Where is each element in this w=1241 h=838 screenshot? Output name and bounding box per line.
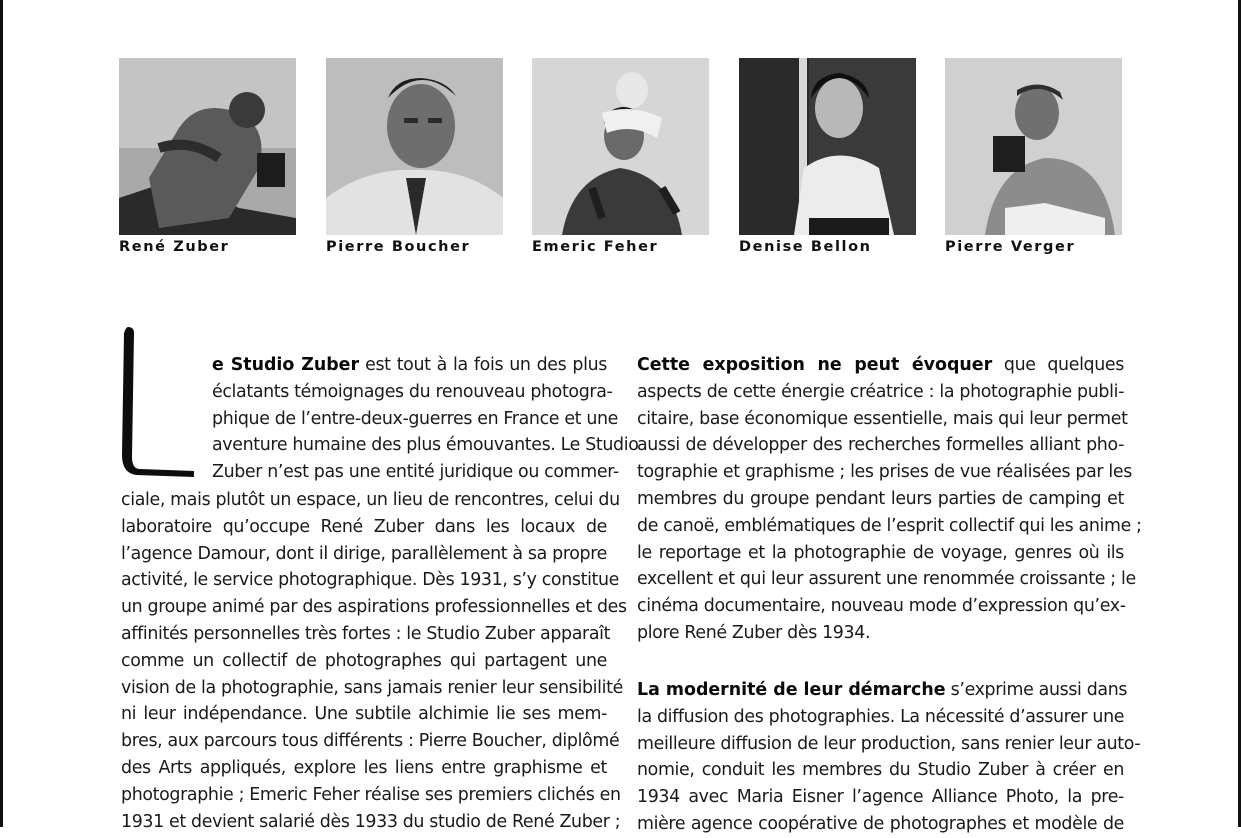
body-line: ciale, mais plutôt un espace, un lieu de rencontres, celui du [121, 490, 620, 510]
body-line: aussi de développer des recherches formelles alliant pho- [637, 435, 1124, 456]
lead-bold: e Studio Zuber [212, 355, 360, 375]
body-line: ni leur indépendance. Une subtile alchimie lie ses mem- [121, 704, 607, 725]
photo-pierre-verger [945, 58, 1122, 235]
portrait-rene-zuber [119, 58, 296, 255]
body-line: excellent et qui leur assurent une renommée croissante ; le [637, 569, 1136, 590]
right-column-paragraph-2 [637, 677, 1141, 838]
body-line: que quelques [992, 355, 1124, 375]
body-line: photographie ; Emeric Feher réalise ses premiers clichés en [121, 784, 621, 805]
body-line: cinéma documentaire, nouveau mode d’expression qu’ex- [637, 596, 1126, 617]
photo-emeric-feher [532, 58, 709, 235]
intro-line: phique de l’entre-deux-guerres en France et une [212, 408, 619, 429]
body-line: activité, le service photographique. Dès 1931, s’y constitue [121, 570, 620, 591]
intro-line: Zuber n’est pas une entité juridique ou commer- [212, 462, 619, 483]
body-line: aspects de cette énergie créatrice : la photographie publi- [637, 381, 1124, 402]
intro-line: est tout à la fois un des plus [359, 355, 607, 375]
body-line: membres du groupe pendant leurs parties de camping et [637, 488, 1124, 509]
page-edge-left [0, 0, 3, 827]
intro-line: aventure humaine des plus émouvantes. Le Studio [212, 435, 639, 456]
body-line: tographie et graphisme ; les prises de vue réalisées par les [637, 462, 1132, 483]
body-line: 1931 et devient salarié dès 1933 du studio de René Zuber ; [121, 811, 621, 832]
right-column-paragraph-1 [637, 352, 1142, 647]
body-line: comme un collectif de photographes qui partagent une [121, 650, 607, 671]
caption-denise-bellon: Denise Bellon [739, 239, 872, 255]
body-line: bres, aux parcours tous différents : Pierre Boucher, diplômé [121, 731, 620, 752]
dropcap-letter [118, 325, 196, 481]
body-line: mière agence coopérative de photographes et modèle de [637, 813, 1124, 834]
body-line: 1934 avec Maria Eisner l’agence Alliance Photo, la pre- [637, 787, 1124, 808]
caption-pierre-boucher: Pierre Boucher [326, 239, 471, 255]
portrait-denise-bellon [739, 58, 916, 255]
caption-rene-zuber: René Zuber [119, 239, 230, 255]
paragraph-1-bold: Cette exposition ne peut évoquer [637, 355, 993, 375]
body-line: citaire, base économique essentielle, mais qui leur permet [637, 408, 1128, 429]
body-line: de canoë, emblématiques de l’esprit collectif qui les anime ; [637, 515, 1142, 536]
body-line: l’agence Damour, dont il dirige, parallèlement à sa propre [121, 543, 607, 564]
body-line: vision de la photographie, sans jamais renier leur sensibilité [121, 677, 623, 698]
body-line: plore René Zuber dès 1934. [637, 622, 871, 643]
body-line: un groupe animé par des aspirations professionnelles et des [121, 597, 627, 618]
body-line: affinités personnelles très fortes : le Studio Zuber apparaît [121, 623, 611, 644]
left-column-intro [212, 352, 639, 486]
body-line: nomie, conduit les membres du Studio Zuber à créer en [637, 760, 1124, 781]
body-line: s’exprime aussi dans [945, 680, 1128, 700]
caption-emeric-feher: Emeric Feher [532, 239, 659, 255]
body-line: laboratoire qu’occupe René Zuber dans les locaux de [121, 516, 607, 537]
left-column-body [121, 487, 627, 835]
caption-pierre-verger: Pierre Verger [945, 239, 1076, 255]
photo-rene-zuber [119, 58, 296, 235]
photo-pierre-boucher [326, 58, 503, 235]
body-line: meilleure diffusion de leur production, sans renier leur auto- [637, 733, 1141, 754]
body-line: des Arts appliqués, explore les liens entre graphisme et [121, 757, 607, 778]
paragraph-2-bold: La modernité de leur démarche [637, 680, 946, 700]
body-line: la diffusion des photographies. La nécessité d’assurer une [637, 706, 1125, 727]
portrait-emeric-feher [532, 58, 709, 255]
photo-denise-bellon [739, 58, 916, 235]
portrait-pierre-verger [945, 58, 1122, 255]
portrait-pierre-boucher [326, 58, 503, 255]
body-line: le reportage et la photographie de voyage, genres où ils [637, 542, 1124, 563]
intro-line: éclatants témoignages du renouveau photogra- [212, 381, 613, 402]
